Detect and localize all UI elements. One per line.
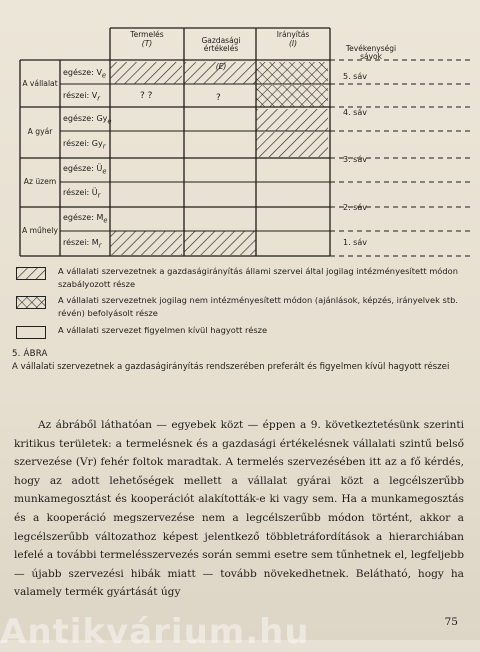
column-header-ertekeles bbox=[186, 28, 256, 80]
row-label: részei: $Gy_r$ bbox=[63, 139, 106, 151]
legend-swatch-single-hatch bbox=[16, 267, 46, 280]
legend-swatch-blank bbox=[16, 326, 46, 339]
figure-caption bbox=[12, 348, 462, 374]
row-label: egésze: $M_e$ bbox=[63, 213, 108, 225]
legend-text: A vállalati szervezetnek jogilag nem intézményesített módon (ajánlások, képzés, irányelvek stb. révén) befolyásolt része bbox=[58, 295, 458, 318]
row-label: részei: $M_r$ bbox=[63, 238, 102, 250]
figure-number: 5. ÁBRA bbox=[12, 349, 48, 359]
column-symbol: (E) bbox=[215, 61, 227, 71]
column-header-termeles bbox=[112, 31, 182, 48]
column-header-savok bbox=[332, 36, 410, 71]
question-mark-ertekeles: ? bbox=[216, 93, 221, 103]
figure-caption-text: A vállalati szervezetnek a gazdaságirányítás rendszerében preferált és figyelmen kívül hagyott részei bbox=[12, 362, 450, 372]
cell-vallalat-egesze-iranyitas bbox=[256, 62, 328, 84]
row-label: egésze: $V_e$ bbox=[63, 68, 107, 80]
band-5: 5. sáv bbox=[343, 72, 367, 81]
question-mark-termeles: ? ? bbox=[140, 91, 153, 101]
cell-muhely-reszei-termeles bbox=[110, 231, 182, 255]
row-label: részei: $V_r$ bbox=[63, 91, 101, 103]
band-3: 3. sáv bbox=[343, 155, 367, 164]
page-number: 75 bbox=[444, 616, 458, 628]
cell-gyar-egesze-iranyitas bbox=[256, 109, 328, 131]
body-paragraph: Az ábráből láthatóan — egyebek közt — éppen a 9. következtetésünk szerinti kritikus területek: a termelésnek és a gazdasági értékelésnek vállalati szintű belső szervezése (Vr) fehér foltok maradtak. A termelés szervezésében itt az a fő kérdés, hogy az adott lehetőségek mellett a vállalat gyárai közt a legcélszerűbb munkamegosztást és kooperációt alakították-e ki vagy sem. Ha a munkamegosztás és a kooperáció megszervezése nem a legcélszerűbb módon történt, akkor a legcélszerűbb változathoz képest jelentkező többletráfordítások a hierarchiában lefelé a további termelésszervezés során semmi esetre sem tűnhetnek el, legfeljebb — újabb szervezési hibák miatt — tovább növekedhetnek. Belátható, hogy ha valamely termék gyártását úgy bbox=[14, 419, 464, 599]
column-title: Termelés bbox=[130, 30, 164, 39]
group-name-vallalat: A vállalat bbox=[22, 79, 58, 88]
cell-muhely-reszei-ertekeles bbox=[184, 231, 256, 255]
legend-text: A vállalati szervezetnek a gazdaságirányítás állami szervei által jogilag intézményesített módon szabályozott része bbox=[58, 266, 458, 289]
cell-vallalat-egesze-termeles bbox=[110, 62, 182, 84]
band-2: 2. sáv bbox=[343, 203, 367, 212]
band-1: 1. sáv bbox=[343, 238, 367, 247]
column-symbol: (I) bbox=[288, 38, 298, 48]
watermark: Antikvárium.hu bbox=[0, 612, 310, 652]
group-name-uzem: Az üzem bbox=[23, 177, 57, 186]
group-name-muhely: A műhely bbox=[22, 226, 58, 235]
column-title: Tevékenységi sávok bbox=[345, 43, 397, 62]
column-header-iranyitas bbox=[258, 31, 328, 48]
column-symbol: (T) bbox=[141, 38, 153, 48]
group-name-gyar: A gyár bbox=[27, 127, 53, 136]
cell-gyar-reszei-iranyitas bbox=[256, 132, 328, 157]
legend-item-single-hatch bbox=[14, 265, 458, 293]
organization-diagram bbox=[0, 0, 480, 260]
column-title: Irányítás bbox=[276, 30, 310, 39]
body-text bbox=[14, 416, 464, 602]
legend-item-cross-hatch bbox=[14, 294, 458, 322]
band-4: 4. sáv bbox=[343, 108, 367, 117]
row-label: egésze: $Gy_e$ bbox=[63, 114, 112, 126]
row-label: részei: $Ü_r$ bbox=[63, 188, 101, 200]
legend-item-blank bbox=[14, 324, 454, 340]
column-title: Gazdasági értékelés bbox=[201, 35, 241, 54]
legend-swatch-cross-hatch bbox=[16, 296, 46, 309]
legend-text: A vállalati szervezet figyelmen kívül hagyott része bbox=[58, 325, 268, 335]
cell-vallalat-reszei-iranyitas bbox=[256, 85, 328, 107]
row-label: egésze: $Ü_e$ bbox=[63, 164, 107, 176]
